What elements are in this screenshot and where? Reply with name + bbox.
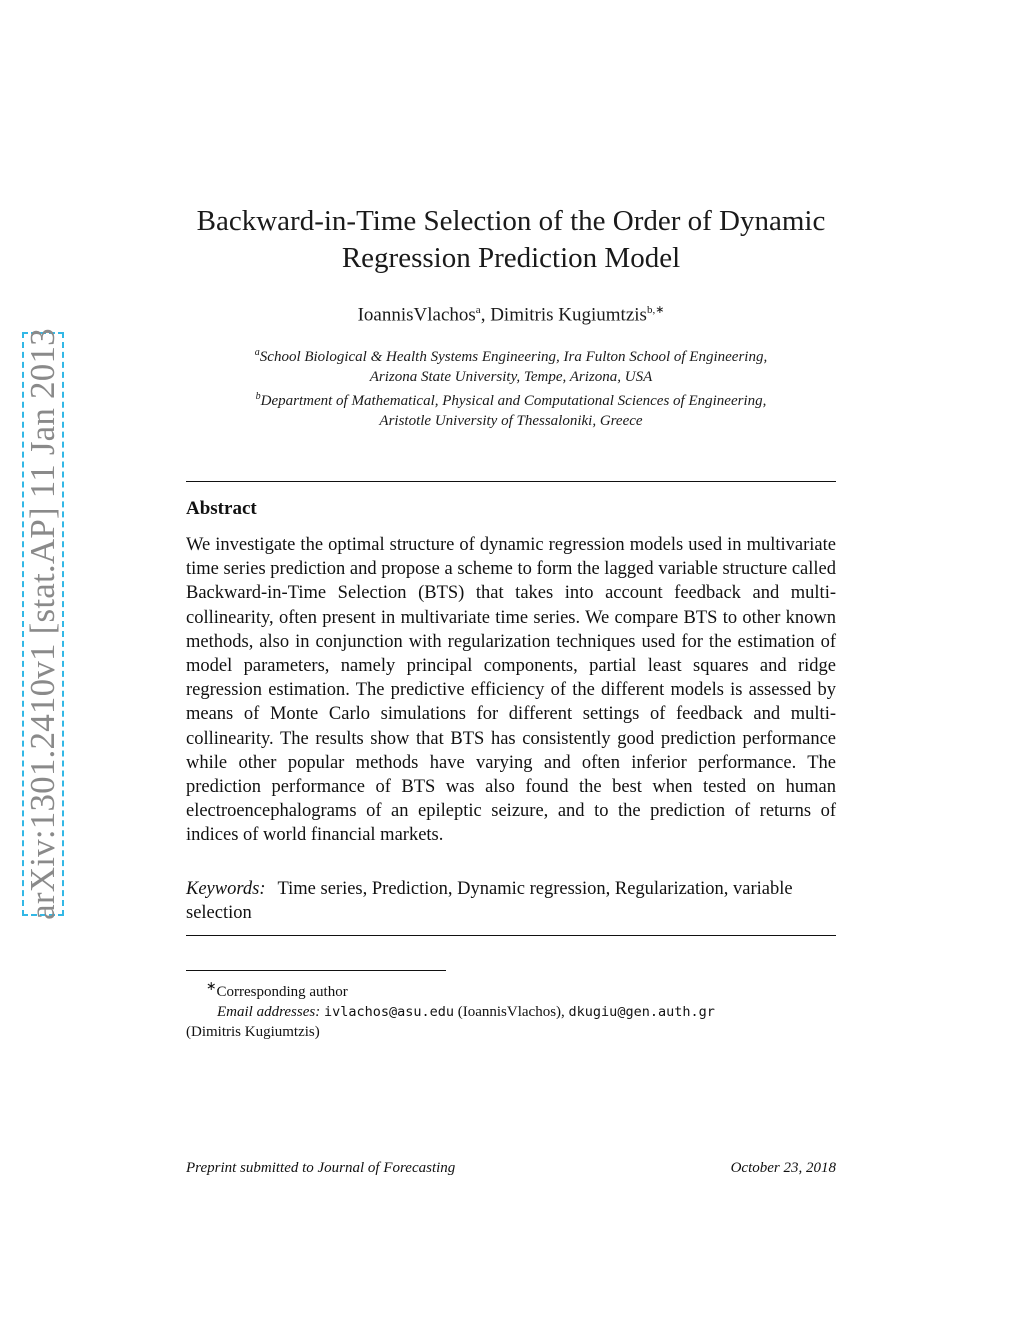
keywords-label: Keywords:	[186, 879, 266, 899]
email-label: Email addresses:	[217, 1004, 321, 1020]
corresponding-author-label: Corresponding author	[216, 984, 348, 1000]
email-addresses	[186, 1002, 836, 1022]
email-link-1[interactable]: ivlachos@asu.edu	[323, 1004, 454, 1020]
affiliation-b	[186, 387, 836, 411]
abstract-bottom-rule	[186, 935, 836, 936]
title-line-1: Backward-in-Time Selection of the Order of Dynamic	[196, 205, 826, 237]
abstract-top-rule	[186, 481, 836, 482]
affiliation-a	[186, 343, 836, 367]
arxiv-identifier: arXiv:1301.2410v1 [stat.AP] 11 Jan 2013	[23, 328, 63, 920]
footnote-rule	[186, 970, 446, 971]
paper-title	[186, 203, 836, 277]
email-owner-1: (IoannisVlachos),	[457, 1004, 565, 1020]
author-list	[186, 303, 836, 326]
author-separator: ,	[480, 304, 491, 326]
affiliation-line: School Biological & Health Systems Engineering, Ira Fulton School of Engineering,	[259, 349, 768, 365]
affiliation-mark: a	[254, 347, 260, 358]
abstract-heading: Abstract	[186, 498, 257, 519]
author-affiliation-mark: b,∗	[646, 304, 665, 316]
abstract-text: We investigate the optimal structure of dynamic regression models used in multivariate time series prediction and propose a scheme to form the lagged variable structure called Backward-in-Time Selection (BTS) that takes into account feedback and multi-collinearity, often present in multivariate time series. We compare BTS to other known methods, also in conjunction with regularization techniques used for the estimation of model parameters, namely principal components, partial least squares and ridge regression estimation. The predictive efficiency of the different models is assessed by means of Monte Carlo simulations for different settings of feedback and multi-collinearity. The results show that BTS has consistently good prediction performance while other popular methods have varying and often inferior performance. The prediction performance of BTS was also found the best when tested on human electroencephalograms of an epileptic seizure, and to the prediction of returns of indices of world financial markets.	[186, 535, 836, 846]
page-footer	[186, 1160, 836, 1177]
footer-date: October 23, 2018	[730, 1160, 836, 1176]
footnote-mark: ∗	[206, 979, 217, 993]
keywords	[186, 877, 836, 925]
affiliation-line: Aristotle University of Thessaloniki, Greece	[379, 413, 643, 429]
arxiv-stamp[interactable]	[22, 328, 64, 920]
email-owner-2: (Dimitris Kugiumtzis)	[186, 1024, 320, 1040]
keywords-text: Time series, Prediction, Dynamic regression, Regularization, variable selection	[186, 879, 793, 923]
email-link-2[interactable]: dkugiu@gen.auth.gr	[568, 1004, 715, 1020]
author-affiliation-mark: a	[475, 304, 481, 316]
affiliation-line: Arizona State University, Tempe, Arizona, USA	[369, 369, 653, 385]
title-line-2: Regression Prediction Model	[341, 242, 681, 274]
author-name: IoannisVlachos	[357, 304, 476, 326]
affiliation-mark: b	[255, 391, 261, 402]
affiliations	[186, 343, 836, 431]
author-name: Dimitris Kugiumtzis	[490, 304, 647, 326]
affiliation-line: Department of Mathematical, Physical and Computational Sciences of Engineering,	[260, 393, 767, 409]
footer-journal: Preprint submitted to Journal of Forecasting	[186, 1160, 456, 1176]
footnote	[186, 976, 836, 1042]
corresponding-author-note	[186, 976, 836, 1002]
